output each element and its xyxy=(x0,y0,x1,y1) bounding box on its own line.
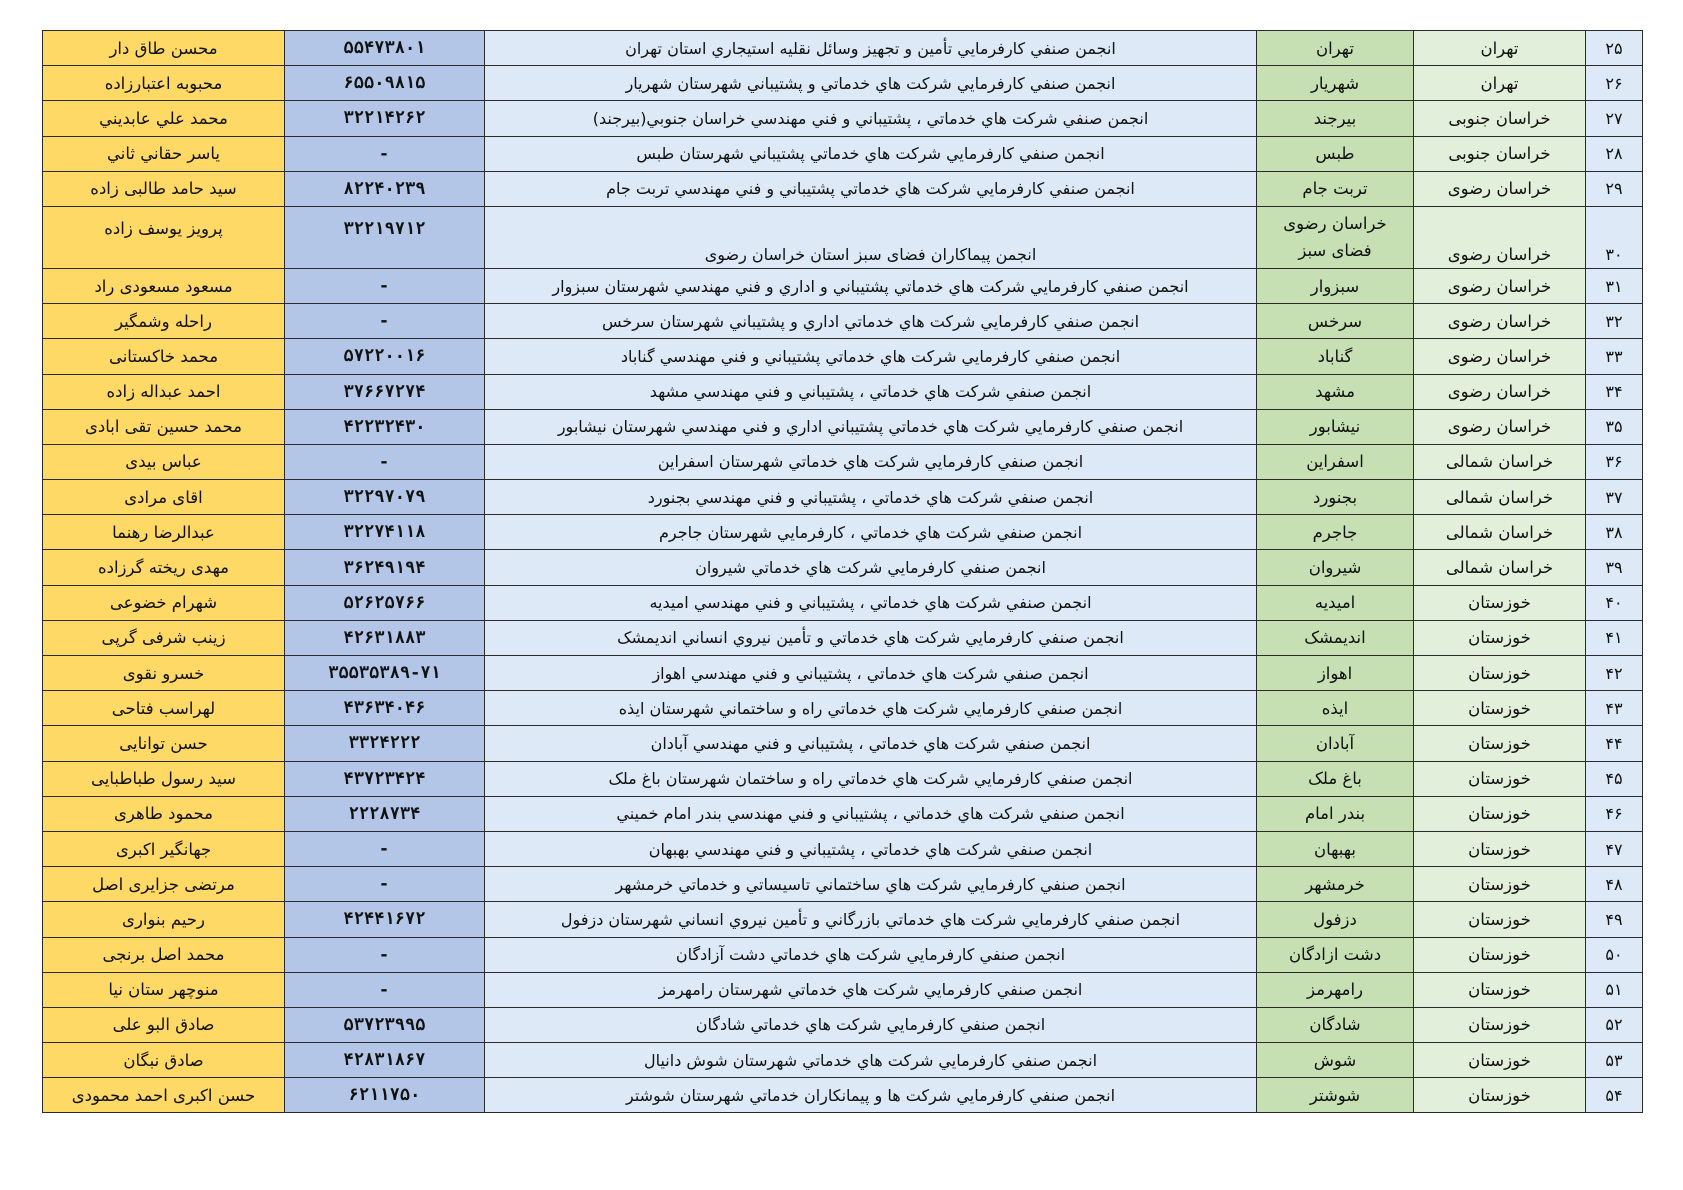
manager-name-cell: مرتضی جزايری اصل xyxy=(43,867,285,902)
manager-name-cell: حسن توانايی xyxy=(43,726,285,761)
table-row xyxy=(43,1007,1643,1042)
table-row xyxy=(43,268,1643,303)
city-cell: طبس xyxy=(1257,136,1414,171)
table-row xyxy=(43,585,1643,620)
table-row xyxy=(43,902,1643,937)
province-cell: خوزستان xyxy=(1414,585,1586,620)
city-cell: انديمشک xyxy=(1257,620,1414,655)
province-cell: خوزستان xyxy=(1414,1043,1586,1078)
province-cell: خراسان رضوی xyxy=(1414,268,1586,303)
manager-name-cell: لهراسب فتاحی xyxy=(43,691,285,726)
association-table xyxy=(42,30,1643,1113)
table-row xyxy=(43,374,1643,409)
table-row xyxy=(43,867,1643,902)
phone-cell: ۵۲۶۲۵۷۶۶ xyxy=(285,585,485,620)
association-name-cell: انجمن صنفي شركت هاي خدماتي ، پشتيباني و فني مهندسي اهواز xyxy=(485,656,1257,691)
city-cell: رامهرمز xyxy=(1257,972,1414,1007)
row-number-cell: ۵۳ xyxy=(1586,1043,1643,1078)
city-cell: تربت جام xyxy=(1257,171,1414,206)
association-name-cell: انجمن صنفي كارفرمايي شركت هاي خدماتي راه و ساختمان شهرستان باغ ملک xyxy=(485,761,1257,796)
manager-name-cell: پرويز يوسف زاده xyxy=(43,206,285,268)
province-cell: خراسان شمالی xyxy=(1414,550,1586,585)
table-row xyxy=(43,656,1643,691)
table-row xyxy=(43,620,1643,655)
province-cell: خوزستان xyxy=(1414,902,1586,937)
city-cell: بيرجند xyxy=(1257,101,1414,136)
association-name-cell: انجمن صنفي كارفرمايي شركت هاي ساختماني تاسيساتي و خدماتي خرمشهر xyxy=(485,867,1257,902)
association-name-cell: انجمن صنفي كارفرمايي شركت هاي خدماتي شيروان xyxy=(485,550,1257,585)
phone-cell: ۴۲۶۳۱۸۸۳ xyxy=(285,620,485,655)
city-cell: دزفول xyxy=(1257,902,1414,937)
table-row xyxy=(43,136,1643,171)
association-name-cell: انجمن صنفي كارفرمايي شركت هاي خدماتي اداري و پشتيباني شهرستان سرخس xyxy=(485,304,1257,339)
row-number-cell: ۴۰ xyxy=(1586,585,1643,620)
phone-cell: - xyxy=(285,444,485,479)
phone-cell: ۳۶۲۴۹۱۹۴ xyxy=(285,550,485,585)
association-name-cell: انجمن صنفي كارفرمايي شركت هاي خدماتي پشتيباني اداري و فني مهندسي شهرستان نيشابور xyxy=(485,409,1257,444)
phone-cell: - xyxy=(285,972,485,1007)
table-row xyxy=(43,339,1643,374)
table-row xyxy=(43,206,1643,268)
city-cell: شوش xyxy=(1257,1043,1414,1078)
phone-cell: - xyxy=(285,867,485,902)
table-row xyxy=(43,761,1643,796)
city-cell: اهواز xyxy=(1257,656,1414,691)
table-row xyxy=(43,831,1643,866)
manager-name-cell: مسعود مسعودی راد xyxy=(43,268,285,303)
city-cell: گناباد xyxy=(1257,339,1414,374)
table-row xyxy=(43,972,1643,1007)
manager-name-cell: محمد علي عابديني xyxy=(43,101,285,136)
province-cell: خوزستان xyxy=(1414,1007,1586,1042)
manager-name-cell: رحيم بنواری xyxy=(43,902,285,937)
association-name-cell: انجمن صنفي شركت هاي خدماتي ، پشتيباني و فني مهندسي بهبهان xyxy=(485,831,1257,866)
phone-cell: ۳۲۲۹۷۰۷۹ xyxy=(285,480,485,515)
association-name-cell: انجمن صنفي كارفرمايي شركت هاي خدماتي پشتيباني شهرستان طبس xyxy=(485,136,1257,171)
province-cell: خراسان جنوبی xyxy=(1414,136,1586,171)
city-cell: جاجرم xyxy=(1257,515,1414,550)
phone-cell: ۳۳۲۴۲۲۲ xyxy=(285,726,485,761)
province-cell: خراسان رضوی xyxy=(1414,304,1586,339)
province-cell: خوزستان xyxy=(1414,726,1586,761)
row-number-cell: ۴۱ xyxy=(1586,620,1643,655)
city-cell: اسفراين xyxy=(1257,444,1414,479)
city-cell: اميديه xyxy=(1257,585,1414,620)
manager-name-cell: جهانگير اكبری xyxy=(43,831,285,866)
manager-name-cell: صادق نبگان xyxy=(43,1043,285,1078)
province-cell: خوزستان xyxy=(1414,620,1586,655)
city-cell: نيشابور xyxy=(1257,409,1414,444)
phone-cell: - xyxy=(285,268,485,303)
city-cell: شهريار xyxy=(1257,66,1414,101)
association-name-cell: انجمن صنفي كارفرمايي شركت هاي خدماتي پشتيباني و اداري و فني مهندسي شهرستان سبزوار xyxy=(485,268,1257,303)
city-cell: شوشتر xyxy=(1257,1078,1414,1113)
association-name-cell: انجمن صنفي شركت هاي خدماتي ، پشتيباني و فني مهندسي خراسان جنوبي(بيرجند) xyxy=(485,101,1257,136)
table-row xyxy=(43,444,1643,479)
association-name-cell: انجمن صنفي كارفرمايي شركت هاي خدماتي راه و ساختماني شهرستان ايذه xyxy=(485,691,1257,726)
province-cell: تهران xyxy=(1414,66,1586,101)
table-row xyxy=(43,726,1643,761)
row-number-cell: ۴۸ xyxy=(1586,867,1643,902)
association-name-cell: انجمن صنفي شركت هاي خدماتي ، پشتيباني و فني مهندسي مشهد xyxy=(485,374,1257,409)
province-cell: تهران xyxy=(1414,31,1586,66)
city-cell: شيروان xyxy=(1257,550,1414,585)
city-cell: سبزوار xyxy=(1257,268,1414,303)
province-cell: خراسان رضوی xyxy=(1414,409,1586,444)
association-name-cell: انجمن صنفي كارفرمايي شركت هاي خدماتي و تأمين نيروي انساني انديمشک xyxy=(485,620,1257,655)
phone-cell: ۴۲۸۳۱۸۶۷ xyxy=(285,1043,485,1078)
city-cell: مشهد xyxy=(1257,374,1414,409)
phone-cell: ۶۵۵۰۹۸۱۵ xyxy=(285,66,485,101)
city-cell: دشت ازادگان xyxy=(1257,937,1414,972)
province-cell: خراسان جنوبی xyxy=(1414,101,1586,136)
association-name-cell: انجمن صنفي كارفرمايي شركت هاي خدماتي شهرستان شوش دانيال xyxy=(485,1043,1257,1078)
city-cell: تهران xyxy=(1257,31,1414,66)
manager-name-cell: صادق البو علی xyxy=(43,1007,285,1042)
phone-cell: ۴۲۲۳۲۴۳۰ xyxy=(285,409,485,444)
manager-name-cell: احمد عبداله زاده xyxy=(43,374,285,409)
table-row xyxy=(43,304,1643,339)
row-number-cell: ۵۰ xyxy=(1586,937,1643,972)
table-row xyxy=(43,171,1643,206)
city-cell: شادگان xyxy=(1257,1007,1414,1042)
province-cell: خراسان شمالی xyxy=(1414,515,1586,550)
city-cell: بجنورد xyxy=(1257,480,1414,515)
row-number-cell: ۴۳ xyxy=(1586,691,1643,726)
table-body xyxy=(43,31,1643,1113)
manager-name-cell: حسن اكبری احمد محمودی xyxy=(43,1078,285,1113)
city-cell: بهبهان xyxy=(1257,831,1414,866)
manager-name-cell: زينب شرفی گرپی xyxy=(43,620,285,655)
manager-name-cell: محمد حسين تقی ابادی xyxy=(43,409,285,444)
city-cell: ايذه xyxy=(1257,691,1414,726)
phone-cell: ۵۵۴۷۳۸۰۱ xyxy=(285,31,485,66)
manager-name-cell: ياسر حقاني ثاني xyxy=(43,136,285,171)
manager-name-cell: عبدالرضا رهنما xyxy=(43,515,285,550)
province-cell: خراسان شمالی xyxy=(1414,444,1586,479)
province-cell: خوزستان xyxy=(1414,937,1586,972)
association-name-cell: انجمن صنفي كارفرمايي شركت هاي خدماتي بازرگاني و تأمين نيروي انساني شهرستان دزفول xyxy=(485,902,1257,937)
table-row xyxy=(43,409,1643,444)
association-name-cell: انجمن صنفي كارفرمايي شركت هاي خدماتي و پشتيباني شهرستان شهريار xyxy=(485,66,1257,101)
row-number-cell: ۲۶ xyxy=(1586,66,1643,101)
row-number-cell: ۳۷ xyxy=(1586,480,1643,515)
phone-cell: ۴۳۶۳۴۰۴۶ xyxy=(285,691,485,726)
city-cell: بندر امام xyxy=(1257,796,1414,831)
row-number-cell: ۵۱ xyxy=(1586,972,1643,1007)
phone-cell: - xyxy=(285,304,485,339)
manager-name-cell: محمود طاهری xyxy=(43,796,285,831)
table-row xyxy=(43,691,1643,726)
table-row xyxy=(43,1078,1643,1113)
association-name-cell: انجمن صنفي كارفرمايي شركت هاي خدماتي پشتيباني و فني مهندسي گناباد xyxy=(485,339,1257,374)
row-number-cell: ۲۵ xyxy=(1586,31,1643,66)
phone-cell: ۸۲۲۴۰۲۳۹ xyxy=(285,171,485,206)
row-number-cell: ۳۶ xyxy=(1586,444,1643,479)
association-name-cell: انجمن صنفي كارفرمايي شركت هاي خدماتي پشتيباني و فني مهندسي تربت جام xyxy=(485,171,1257,206)
table-row xyxy=(43,1043,1643,1078)
phone-cell: ۶۲۱۱۷۵۰ xyxy=(285,1078,485,1113)
row-number-cell: ۳۰ xyxy=(1586,206,1643,268)
province-cell: خراسان رضوی xyxy=(1414,374,1586,409)
city-cell: خراسان رضوی فضای سبز xyxy=(1257,206,1414,268)
province-cell: خوزستان xyxy=(1414,831,1586,866)
association-name-cell: انجمن صنفي كارفرمايي شركت ها و پيمانكاران خدماتي شهرستان شوشتر xyxy=(485,1078,1257,1113)
province-cell: خوزستان xyxy=(1414,656,1586,691)
province-cell: خوزستان xyxy=(1414,691,1586,726)
row-number-cell: ۳۳ xyxy=(1586,339,1643,374)
phone-cell: - xyxy=(285,831,485,866)
table-row xyxy=(43,101,1643,136)
phone-cell: - xyxy=(285,937,485,972)
manager-name-cell: مهدی ريخته گرزاده xyxy=(43,550,285,585)
row-number-cell: ۳۹ xyxy=(1586,550,1643,585)
row-number-cell: ۲۸ xyxy=(1586,136,1643,171)
association-name-cell: انجمن پيماكاران فضای سبز استان خراسان رضوی xyxy=(485,206,1257,268)
row-number-cell: ۵۲ xyxy=(1586,1007,1643,1042)
table-row xyxy=(43,31,1643,66)
phone-cell: ۵۷۲۲۰۰۱۶ xyxy=(285,339,485,374)
phone-cell: - xyxy=(285,136,485,171)
phone-cell: ۳۷۶۶۷۲۷۴ xyxy=(285,374,485,409)
association-name-cell: انجمن صنفي كارفرمايي شركت هاي خدماتي شادگان xyxy=(485,1007,1257,1042)
phone-cell: ۴۲۴۴۱۶۷۲ xyxy=(285,902,485,937)
phone-cell: ۵۳۷۲۳۹۹۵ xyxy=(285,1007,485,1042)
association-name-cell: انجمن صنفي كارفرمايي شركت هاي خدماتي شهرستان اسفراين xyxy=(485,444,1257,479)
table-row xyxy=(43,796,1643,831)
table-row xyxy=(43,550,1643,585)
manager-name-cell: سيد حامد طالبی زاده xyxy=(43,171,285,206)
province-cell: خراسان رضوی xyxy=(1414,206,1586,268)
city-cell: باغ ملک xyxy=(1257,761,1414,796)
table-row xyxy=(43,66,1643,101)
table-row xyxy=(43,515,1643,550)
phone-cell: ۳۲۲۷۴۱۱۸ xyxy=(285,515,485,550)
row-number-cell: ۲۹ xyxy=(1586,171,1643,206)
row-number-cell: ۳۲ xyxy=(1586,304,1643,339)
association-name-cell: انجمن صنفي شركت هاي خدماتي ، پشتيباني و فني مهندسي اميديه xyxy=(485,585,1257,620)
manager-name-cell: راحله وشمگير xyxy=(43,304,285,339)
province-cell: خراسان رضوی xyxy=(1414,339,1586,374)
manager-name-cell: اقای مرادی xyxy=(43,480,285,515)
phone-cell: ۳۵۵۳۵۳۸۹-۷۱ xyxy=(285,656,485,691)
province-cell: خوزستان xyxy=(1414,972,1586,1007)
province-cell: خوزستان xyxy=(1414,761,1586,796)
row-number-cell: ۲۷ xyxy=(1586,101,1643,136)
manager-name-cell: محمد اصل برنجی xyxy=(43,937,285,972)
manager-name-cell: محبوبه اعتبارزاده xyxy=(43,66,285,101)
row-number-cell: ۳۱ xyxy=(1586,268,1643,303)
manager-name-cell: سيد رسول طباطبايی xyxy=(43,761,285,796)
association-name-cell: انجمن صنفي كارفرمايي شركت هاي خدماتي شهرستان رامهرمز xyxy=(485,972,1257,1007)
manager-name-cell: شهرام خضوعی xyxy=(43,585,285,620)
province-cell: خوزستان xyxy=(1414,867,1586,902)
province-cell: خراسان شمالی xyxy=(1414,480,1586,515)
manager-name-cell: محسن طاق دار xyxy=(43,31,285,66)
row-number-cell: ۴۹ xyxy=(1586,902,1643,937)
association-name-cell: انجمن صنفي شركت هاي خدماتي ، كارفرمايي شهرستان جاجرم xyxy=(485,515,1257,550)
manager-name-cell: عباس بيدی xyxy=(43,444,285,479)
association-table-sheet xyxy=(42,30,1642,1113)
manager-name-cell: خسرو نقوی xyxy=(43,656,285,691)
manager-name-cell: منوچهر ستان نيا xyxy=(43,972,285,1007)
row-number-cell: ۴۴ xyxy=(1586,726,1643,761)
phone-cell: ۳۲۲۱۹۷۱۲ xyxy=(285,206,485,268)
table-row xyxy=(43,937,1643,972)
association-name-cell: انجمن صنفي شركت هاي خدماتي ، پشتيباني و فني مهندسي بندر امام خميني xyxy=(485,796,1257,831)
province-cell: خوزستان xyxy=(1414,796,1586,831)
association-name-cell: انجمن صنفي كارفرمايي شركت هاي خدماتي دشت آزادگان xyxy=(485,937,1257,972)
row-number-cell: ۳۸ xyxy=(1586,515,1643,550)
province-cell: خراسان رضوی xyxy=(1414,171,1586,206)
row-number-cell: ۳۵ xyxy=(1586,409,1643,444)
city-cell: سرخس xyxy=(1257,304,1414,339)
row-number-cell: ۴۵ xyxy=(1586,761,1643,796)
city-cell: خرمشهر xyxy=(1257,867,1414,902)
row-number-cell: ۴۶ xyxy=(1586,796,1643,831)
phone-cell: ۳۲۲۱۴۲۶۲ xyxy=(285,101,485,136)
row-number-cell: ۳۴ xyxy=(1586,374,1643,409)
association-name-cell: انجمن صنفي كارفرمايي تأمين و تجهيز وسائل نقليه استيجاري استان تهران xyxy=(485,31,1257,66)
phone-cell: ۲۲۲۸۷۳۴ xyxy=(285,796,485,831)
row-number-cell: ۴۲ xyxy=(1586,656,1643,691)
association-name-cell: انجمن صنفي شركت هاي خدماتي ، پشتيباني و فني مهندسي آبادان xyxy=(485,726,1257,761)
row-number-cell: ۵۴ xyxy=(1586,1078,1643,1113)
manager-name-cell: محمد خاكستانی xyxy=(43,339,285,374)
row-number-cell: ۴۷ xyxy=(1586,831,1643,866)
province-cell: خوزستان xyxy=(1414,1078,1586,1113)
phone-cell: ۴۳۷۲۳۴۲۴ xyxy=(285,761,485,796)
association-name-cell: انجمن صنفي شركت هاي خدماتي ، پشتيباني و فني مهندسي بجنورد xyxy=(485,480,1257,515)
city-cell: آبادان xyxy=(1257,726,1414,761)
table-row xyxy=(43,480,1643,515)
